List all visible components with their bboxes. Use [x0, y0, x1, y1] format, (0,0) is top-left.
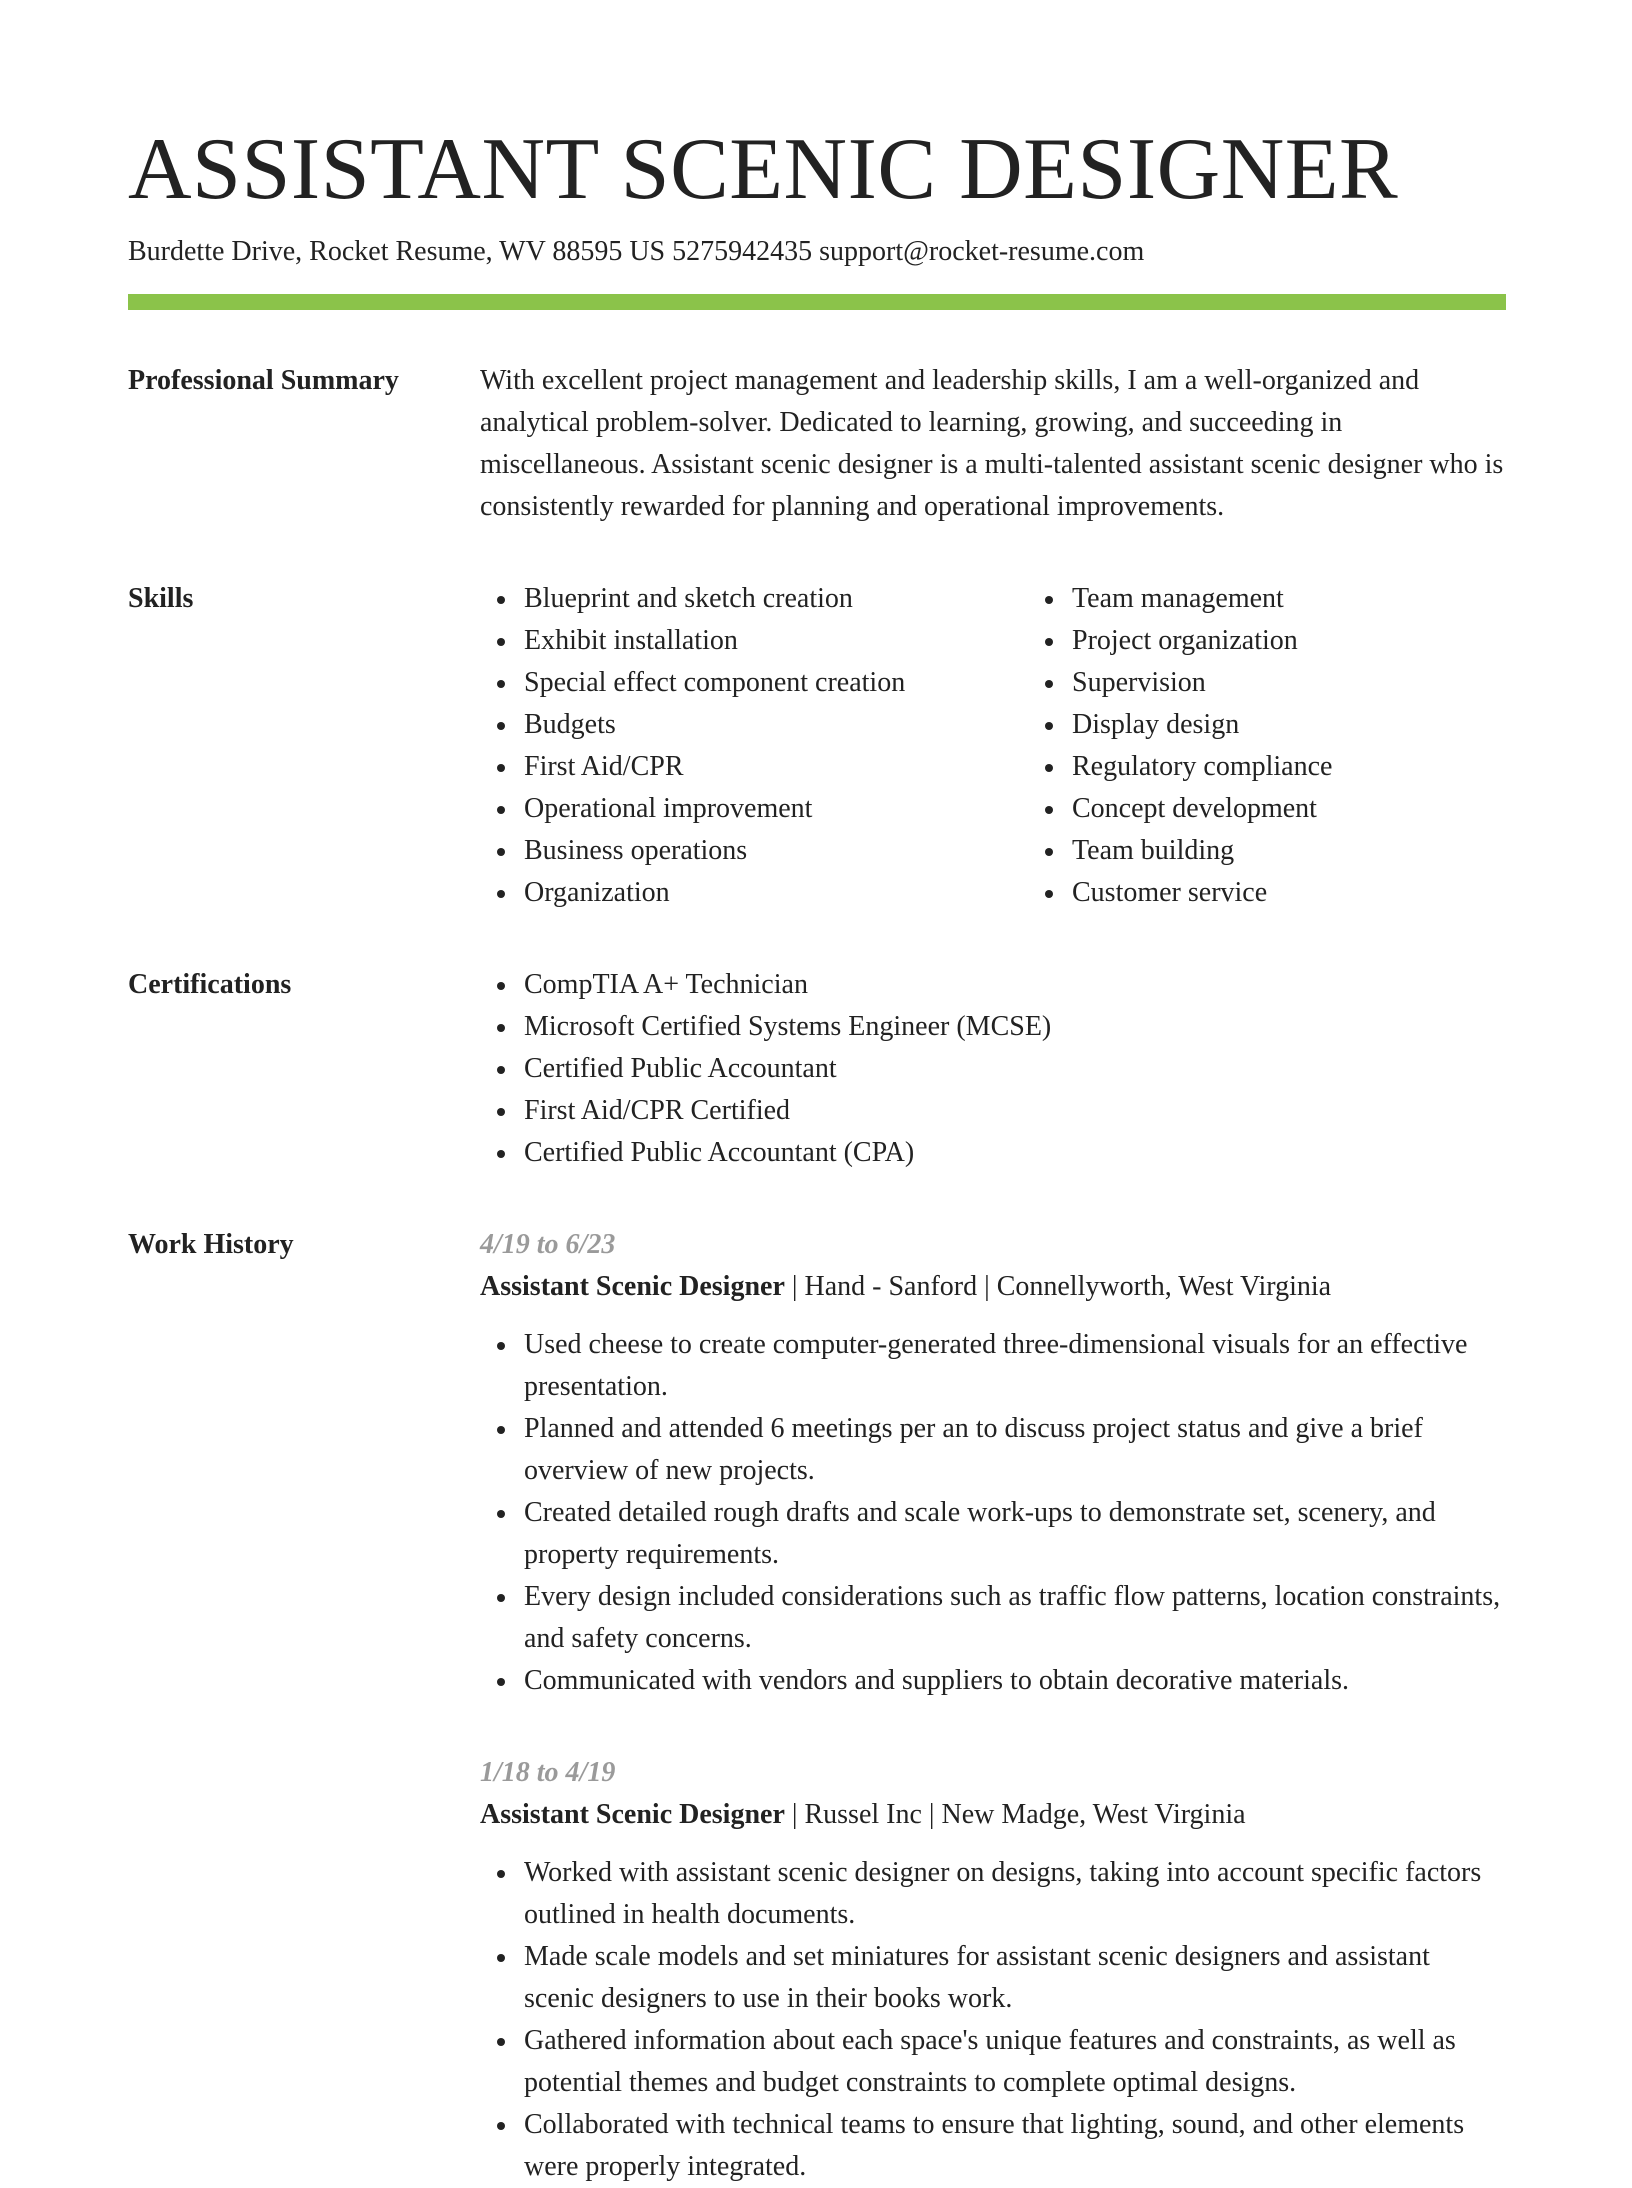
job-dates: 1/18 to 4/19 [480, 1757, 616, 1788]
section-label-work-history: Work History [128, 1229, 294, 1260]
job-bullet: Gathered information about each space's unique features and constraints, as well as potential themes and budget constraints to complete optimal designs. [524, 2020, 1506, 2104]
candidate-name: ASSISTANT SCENIC DESIGNER [128, 121, 1399, 218]
contact-line: Burdette Drive, Rocket Resume, WV 88595 US 5275942435 support@rocket-resume.com [128, 236, 1145, 267]
certification-item: Microsoft Certified Systems Engineer (MCSE) [524, 1006, 1506, 1048]
skill-item: Project organization [1072, 620, 1576, 662]
job-heading [480, 1794, 1506, 1836]
section-label-summary: Professional Summary [128, 365, 399, 396]
skill-item: Supervision [1072, 662, 1576, 704]
section-label-certifications: Certifications [128, 969, 292, 1000]
job-bullet: Created detailed rough drafts and scale work-ups to demonstrate set, scenery, and property requirements. [524, 1492, 1506, 1576]
skill-item: Business operations [524, 830, 1028, 872]
skill-item: Regulatory compliance [1072, 746, 1576, 788]
certification-item: Certified Public Accountant [524, 1048, 1506, 1090]
job-bullet: Made scale models and set miniatures for assistant scenic designers and assistant scenic designers to use in their books work. [524, 1936, 1506, 2020]
certification-item: First Aid/CPR Certified [524, 1090, 1506, 1132]
skill-item: Team management [1072, 578, 1576, 620]
job-entry [480, 1752, 1506, 2188]
job-heading [480, 1266, 1506, 1308]
skill-item: Display design [1072, 704, 1576, 746]
skills-section [128, 578, 1506, 914]
section-label-skills: Skills [128, 583, 194, 614]
skill-item: First Aid/CPR [524, 746, 1028, 788]
job-employer-location: | Hand - Sanford | Connellyworth, West Virginia [784, 1271, 1332, 1302]
job-bullet: Collaborated with technical teams to ensure that lighting, sound, and other elements were properly integrated. [524, 2104, 1506, 2188]
job-entry [480, 1224, 1506, 1702]
certification-item: Certified Public Accountant (CPA) [524, 1132, 1506, 1174]
job-bullet: Worked with assistant scenic designer on designs, taking into account specific factors outlined in health documents. [524, 1852, 1506, 1936]
job-bullet: Every design included considerations such as traffic flow patterns, location constraints, and safety concerns. [524, 1576, 1506, 1660]
job-bullet: Used cheese to create computer-generated three-dimensional visuals for an effective presentation. [524, 1324, 1506, 1408]
resume-page [128, 118, 1506, 2188]
job-title: Assistant Scenic Designer [480, 1799, 785, 1830]
certifications-section [128, 964, 1506, 1174]
job-employer-location: | Russel Inc | New Madge, West Virginia [784, 1799, 1246, 1830]
skill-item: Organization [524, 872, 1028, 914]
certification-item: CompTIA A+ Technician [524, 964, 1506, 1006]
skill-item: Customer service [1072, 872, 1576, 914]
header-accent-rule [128, 294, 1506, 310]
skill-item: Exhibit installation [524, 620, 1028, 662]
skills-list-right [1028, 578, 1576, 914]
skill-item: Blueprint and sketch creation [524, 578, 1028, 620]
job-bullet: Communicated with vendors and suppliers to obtain decorative materials. [524, 1660, 1506, 1702]
job-bullets [480, 1852, 1506, 2188]
job-bullets [480, 1324, 1506, 1702]
skill-item: Concept development [1072, 788, 1576, 830]
job-dates: 4/19 to 6/23 [480, 1229, 616, 1260]
skills-list-left [480, 578, 1028, 914]
skill-item: Team building [1072, 830, 1576, 872]
summary-text: With excellent project management and leadership skills, I am a well-organized and analytical problem-solver. Dedicated to learning, growing, and succeeding in miscellaneous. Assistant scenic designer is a multi-talented assistant scenic designer who is consistently rewarded for planning and operational improvements. [480, 365, 1504, 522]
skill-item: Special effect component creation [524, 662, 1028, 704]
job-bullet: Planned and attended 6 meetings per an to discuss project status and give a brief overview of new projects. [524, 1408, 1506, 1492]
job-title: Assistant Scenic Designer [480, 1271, 785, 1302]
skill-item: Budgets [524, 704, 1028, 746]
certifications-list [480, 964, 1506, 1174]
skill-item: Operational improvement [524, 788, 1028, 830]
summary-section [128, 360, 1506, 528]
work-history-section [128, 1224, 1506, 2188]
